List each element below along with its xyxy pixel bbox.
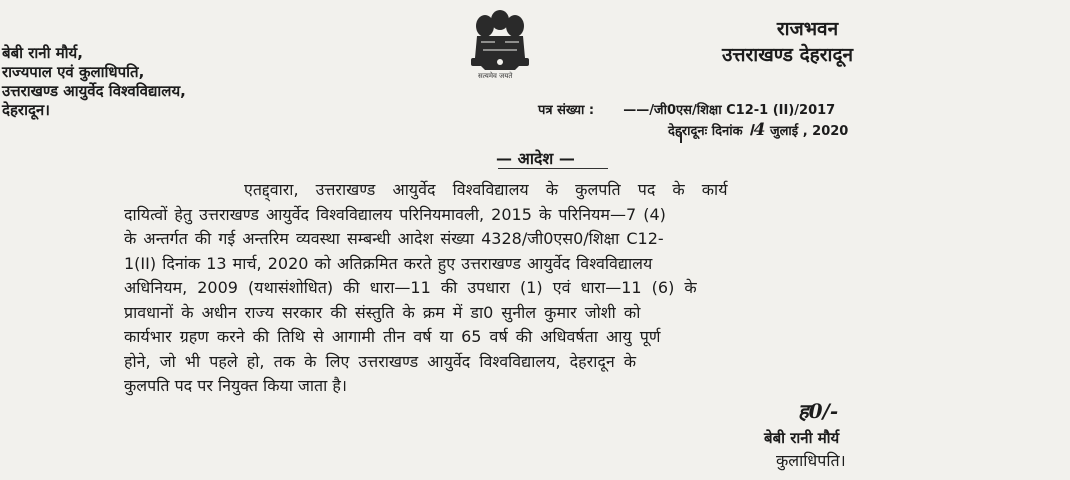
body-line: दायित्वों हेतु उत्तराखण्ड आयुर्वेद विश्वविद्यालय परिनियमावली, 2015 के परिनियम—7 (4) <box>124 204 666 224</box>
signatory-title: कुलाधिपति। <box>776 451 846 470</box>
sender-name: बेबी रानी मौर्य, <box>2 44 83 62</box>
office-line1: राजभवन <box>776 18 839 40</box>
page-title: — आदेश — <box>496 149 575 168</box>
emblem-motto: सत्यमेव जयते <box>478 72 513 80</box>
date-rest: जुलाई , 2020 <box>769 124 849 139</box>
office-line2: उत्तराखण्ड देहरादून <box>722 44 854 66</box>
sender-university: उत्तराखण्ड आयुर्वेद विश्वविद्यालय, <box>2 82 186 100</box>
body-line: कुलपति पद पर नियुक्त किया जाता है। <box>124 376 347 395</box>
tick-mark <box>680 132 689 143</box>
heading-underline <box>498 168 608 169</box>
body-line: एतद्द्वारा, उत्तराखण्ड आयुर्वेद विश्वविद्यालय के कुलपति पद के कार्य <box>244 180 728 199</box>
sender-block <box>2 44 186 120</box>
sender-designation: राज्यपाल एवं कुलाधिपति, <box>2 63 145 81</box>
signatory-name: बेबी रानी मौर्य <box>764 429 840 447</box>
date-label: देहरादूनः दिनांक <box>668 124 743 139</box>
body-line: के अन्तर्गत की गई अन्तरिम व्यवस्था सम्बन्धी आदेश संख्या 4328/जी0एस0/शिक्षा C12- <box>124 229 664 248</box>
body-line: होने, जो भी पहले हो, तक के लिए उत्तराखण्ड आयुर्वेद विश्वविद्यालय, देहरादून के <box>124 351 637 371</box>
body-line: कार्यभार ग्रहण करने की तिथि से आगामी तीन वर्ष या 65 वर्ष की अधिवर्षता आयु पूर्ण <box>124 327 661 346</box>
body-line: अधिनियम, 2009 (यथासंशोधित) की धारा—11 की उपधारा (1) एवं धारा—11 (6) के <box>124 278 697 297</box>
date-day: ।4 <box>747 120 766 140</box>
order-body <box>124 178 1004 399</box>
office-block <box>722 16 853 68</box>
signature-mark: ह0/- <box>798 399 839 423</box>
sender-city: देहरादून। <box>2 101 50 119</box>
letter-date <box>668 117 848 140</box>
body-line: प्रावधानों के अधीन राज्य सरकार की संस्तुति के क्रम में डा0 सुनील कुमार जोशी को <box>124 302 641 322</box>
body-line: 1(II) दिनांक 13 मार्च, 2020 को अतिक्रमित करते हुए उत्तराखण्ड आयुर्वेद विश्वविद्यालय <box>124 253 653 273</box>
letter-ref <box>538 100 835 118</box>
ref-label: पत्र संख्या : <box>538 103 595 118</box>
ref-value: ——/जी0एस/शिक्षा C12-1 (II)/2017 <box>623 103 836 118</box>
